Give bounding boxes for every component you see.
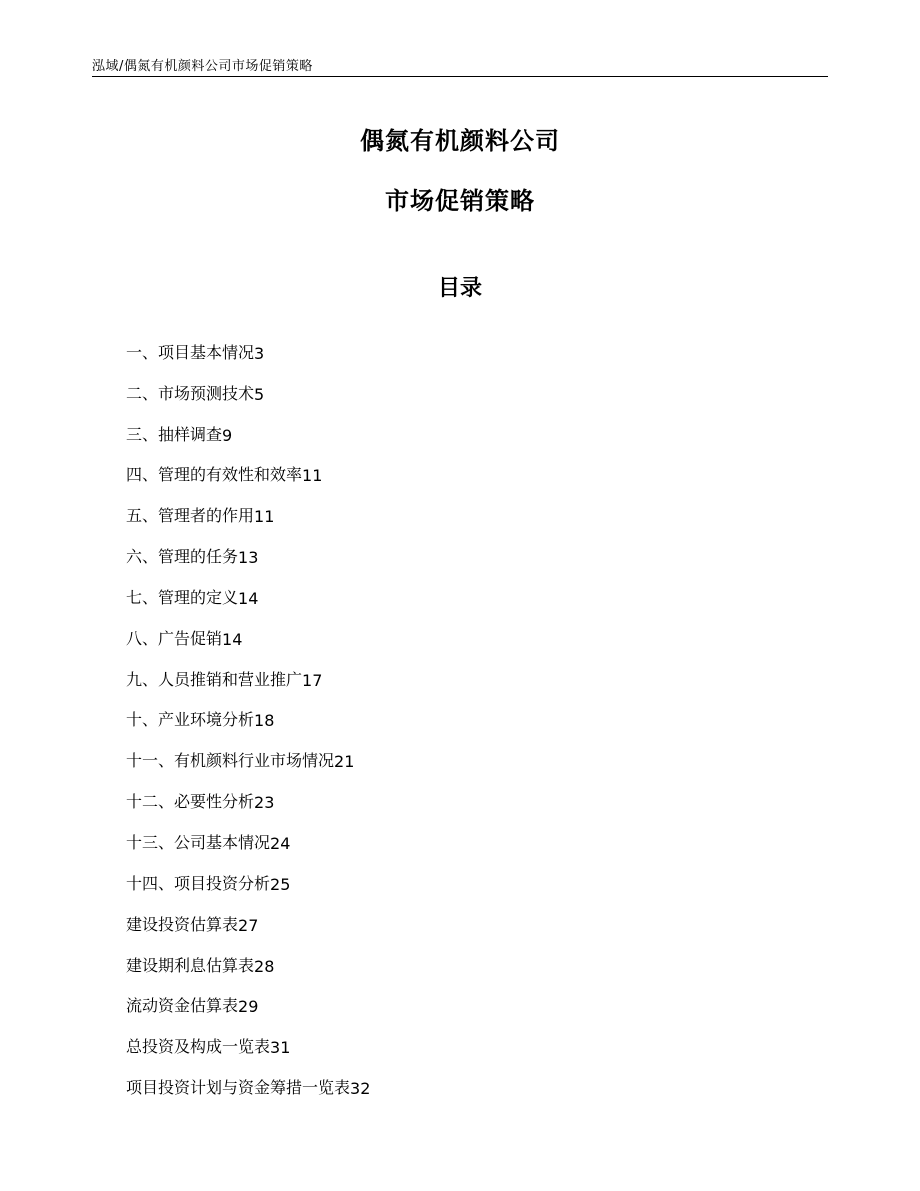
toc-entry-label: 建设期利息估算表 bbox=[126, 955, 255, 975]
toc-entry-number: 七、 bbox=[126, 587, 159, 607]
toc-entry[interactable] bbox=[126, 408, 829, 449]
toc-entry[interactable] bbox=[126, 694, 829, 735]
toc-entry-page-number: 24 bbox=[270, 833, 291, 853]
toc-entry-page-number: 13 bbox=[238, 548, 259, 568]
toc-entry-page-number: 18 bbox=[254, 711, 275, 731]
toc-entry-page-number: 9 bbox=[222, 425, 233, 445]
toc-entry-label: 有机颜料行业市场情况 bbox=[174, 751, 335, 771]
toc-entry-label: 管理的有效性和效率 bbox=[158, 465, 303, 485]
table-of-contents bbox=[126, 326, 829, 1102]
toc-entry-label: 管理者的作用 bbox=[158, 506, 255, 526]
toc-entry[interactable] bbox=[126, 775, 829, 816]
toc-entry-page-number: 14 bbox=[238, 588, 259, 608]
toc-entry-number: 二、 bbox=[126, 383, 159, 403]
toc-entry-number: 五、 bbox=[126, 506, 159, 526]
toc-entry-label: 市场预测技术 bbox=[158, 383, 255, 403]
toc-entry[interactable] bbox=[126, 571, 829, 612]
toc-entry[interactable] bbox=[126, 1061, 829, 1102]
toc-entry[interactable] bbox=[126, 734, 829, 775]
document-subtitle: 市场促销策略 bbox=[385, 187, 535, 215]
toc-entry-number: 十一、 bbox=[126, 751, 175, 771]
toc-entry-number: 八、 bbox=[126, 628, 159, 648]
toc-entry-page-number: 23 bbox=[254, 793, 275, 813]
toc-entry-number: 十四、 bbox=[126, 873, 175, 893]
toc-entry-label: 项目投资计划与资金筹措一览表 bbox=[126, 1078, 351, 1098]
toc-entry-page-number: 32 bbox=[350, 1079, 371, 1099]
toc-entry-page-number: 21 bbox=[334, 752, 355, 772]
toc-entry-page-number: 28 bbox=[254, 956, 275, 976]
toc-entry-label: 流动资金估算表 bbox=[126, 996, 239, 1016]
document-title: 偶氮有机颜料公司 bbox=[360, 127, 560, 155]
toc-entry[interactable] bbox=[126, 367, 829, 408]
toc-entry-label: 管理的任务 bbox=[158, 547, 239, 567]
toc-entry[interactable] bbox=[126, 898, 829, 939]
toc-entry-page-number: 14 bbox=[222, 629, 243, 649]
toc-entry[interactable] bbox=[126, 816, 829, 857]
toc-entry-number: 十、 bbox=[126, 710, 159, 730]
toc-entry-page-number: 3 bbox=[254, 343, 265, 363]
toc-entry-page-number: 27 bbox=[238, 915, 259, 935]
toc-entry[interactable] bbox=[126, 530, 829, 571]
toc-entry[interactable] bbox=[126, 326, 829, 367]
toc-entry-page-number: 11 bbox=[254, 507, 275, 527]
toc-entry-label: 人员推销和营业推广 bbox=[158, 669, 303, 689]
toc-entry-page-number: 29 bbox=[238, 997, 259, 1017]
toc-entry-number: 九、 bbox=[126, 669, 159, 689]
toc-entry-page-number: 31 bbox=[270, 1038, 291, 1058]
toc-entry-number: 三、 bbox=[126, 424, 159, 444]
toc-entry-label: 建设投资估算表 bbox=[126, 914, 239, 934]
toc-entry[interactable] bbox=[126, 653, 829, 694]
toc-entry-number: 一、 bbox=[126, 342, 159, 362]
toc-entry-label: 产业环境分析 bbox=[158, 710, 255, 730]
toc-entry-page-number: 11 bbox=[302, 466, 323, 486]
toc-entry-label: 抽样调查 bbox=[158, 424, 223, 444]
toc-entry-label: 必要性分析 bbox=[174, 792, 255, 812]
toc-entry-page-number: 17 bbox=[302, 670, 323, 690]
toc-heading: 目录 bbox=[437, 276, 482, 301]
toc-entry-page-number: 25 bbox=[270, 874, 291, 894]
toc-entry-label: 广告促销 bbox=[158, 628, 223, 648]
header-text: 泓域/偶氮有机颜料公司市场促销策略 bbox=[92, 59, 313, 74]
toc-entry[interactable] bbox=[126, 857, 829, 898]
toc-entry-label: 项目投资分析 bbox=[174, 873, 271, 893]
toc-entry[interactable] bbox=[126, 449, 829, 490]
toc-entry-number: 四、 bbox=[126, 465, 159, 485]
toc-entry-number: 十二、 bbox=[126, 792, 175, 812]
toc-entry-label: 项目基本情况 bbox=[158, 342, 255, 362]
toc-entry[interactable] bbox=[126, 489, 829, 530]
toc-entry[interactable] bbox=[126, 1020, 829, 1061]
toc-entry[interactable] bbox=[126, 939, 829, 980]
toc-entry[interactable] bbox=[126, 980, 829, 1021]
toc-entry-label: 总投资及构成一览表 bbox=[126, 1037, 271, 1057]
page-header bbox=[92, 52, 828, 77]
toc-entry[interactable] bbox=[126, 612, 829, 653]
toc-entry-label: 管理的定义 bbox=[158, 587, 239, 607]
toc-entry-label: 公司基本情况 bbox=[174, 832, 271, 852]
toc-entry-number: 六、 bbox=[126, 547, 159, 567]
toc-entry-number: 十三、 bbox=[126, 832, 175, 852]
toc-entry-page-number: 5 bbox=[254, 384, 265, 404]
